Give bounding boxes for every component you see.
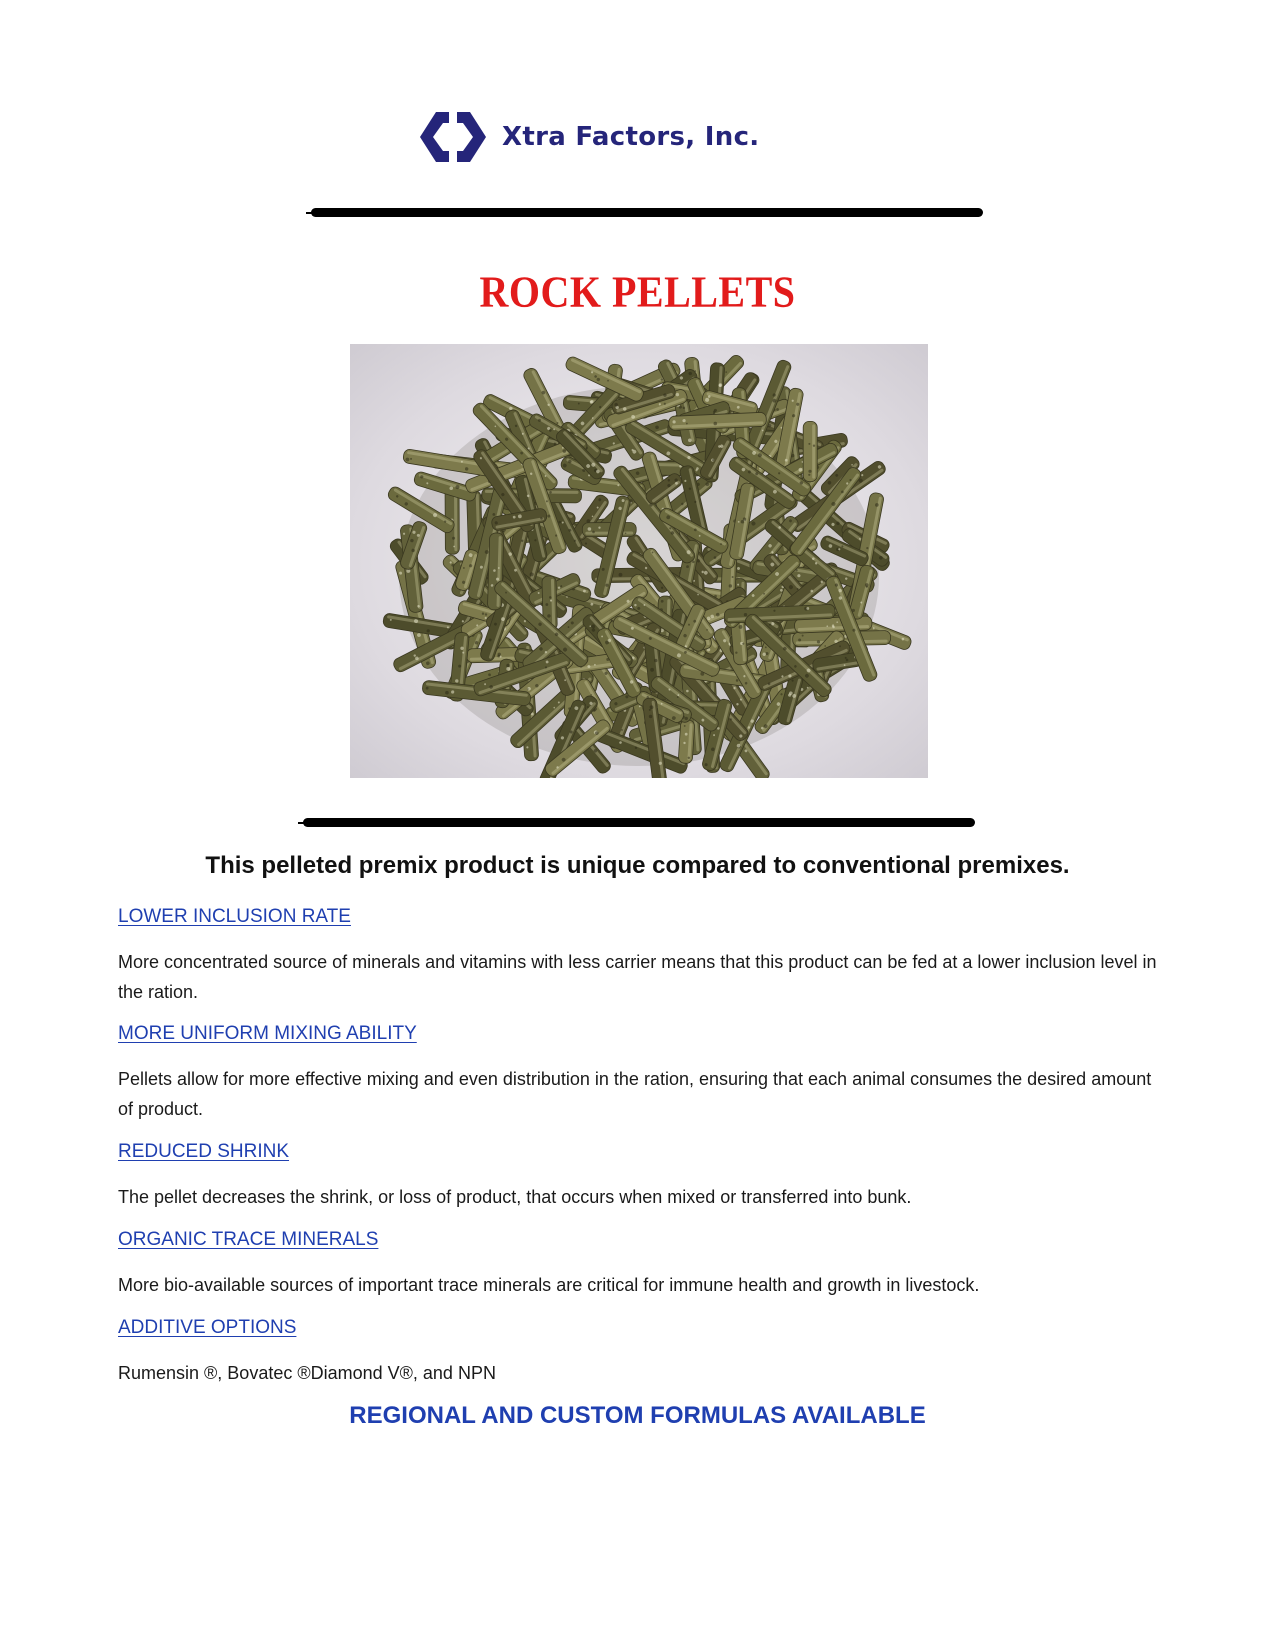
top-divider [311,208,983,217]
section-text-lower-inclusion-rate: More concentrated source of minerals and vitamins with less carrier means that this product can be fed at a lower inclusion level in the ration. [118,952,1157,1002]
section-heading-reduced-shrink[interactable]: REDUCED SHRINK [118,1141,290,1162]
section-text-reduced-shrink: The pellet decreases the shrink, or loss of product, that occurs when mixed or transferred into bunk. [118,1187,912,1207]
section-heading-lower-inclusion-rate[interactable]: LOWER INCLUSION RATE [118,906,351,927]
section-text-uniform-mixing: Pellets allow for more effective mixing and even distribution in the ration, ensuring that each animal consumes the desired amount of product. [118,1069,1152,1119]
pellet [803,421,817,481]
pellet [678,720,695,764]
pellets-photo [350,344,928,778]
product-headline: This pelleted premix product is unique compared to conventional premixes. [205,852,1070,879]
hexagon-logo-icon [418,109,488,165]
section-text-additive-options: Rumensin ®, Bovatec ®Diamond V®, and NPN [118,1363,496,1383]
page-title: ROCK PELLETS [479,266,796,317]
company-name: Xtra Factors, Inc. [502,122,760,152]
section-heading-uniform-mixing[interactable]: MORE UNIFORM MIXING ABILITY [118,1023,417,1044]
pellets-image [350,344,928,778]
footer-banner: REGIONAL AND CUSTOM FORMULAS AVAILABLE [349,1402,926,1429]
section-text-organic-trace-minerals: More bio-available sources of important trace minerals are critical for immune health and growth in livestock. [118,1275,980,1295]
company-logo [418,108,778,166]
pellet [487,533,503,610]
bottom-divider [303,818,975,827]
section-heading-organic-trace-minerals[interactable]: ORGANIC TRACE MINERALS [118,1229,379,1250]
section-heading-additive-options[interactable]: ADDITIVE OPTIONS [118,1317,297,1338]
